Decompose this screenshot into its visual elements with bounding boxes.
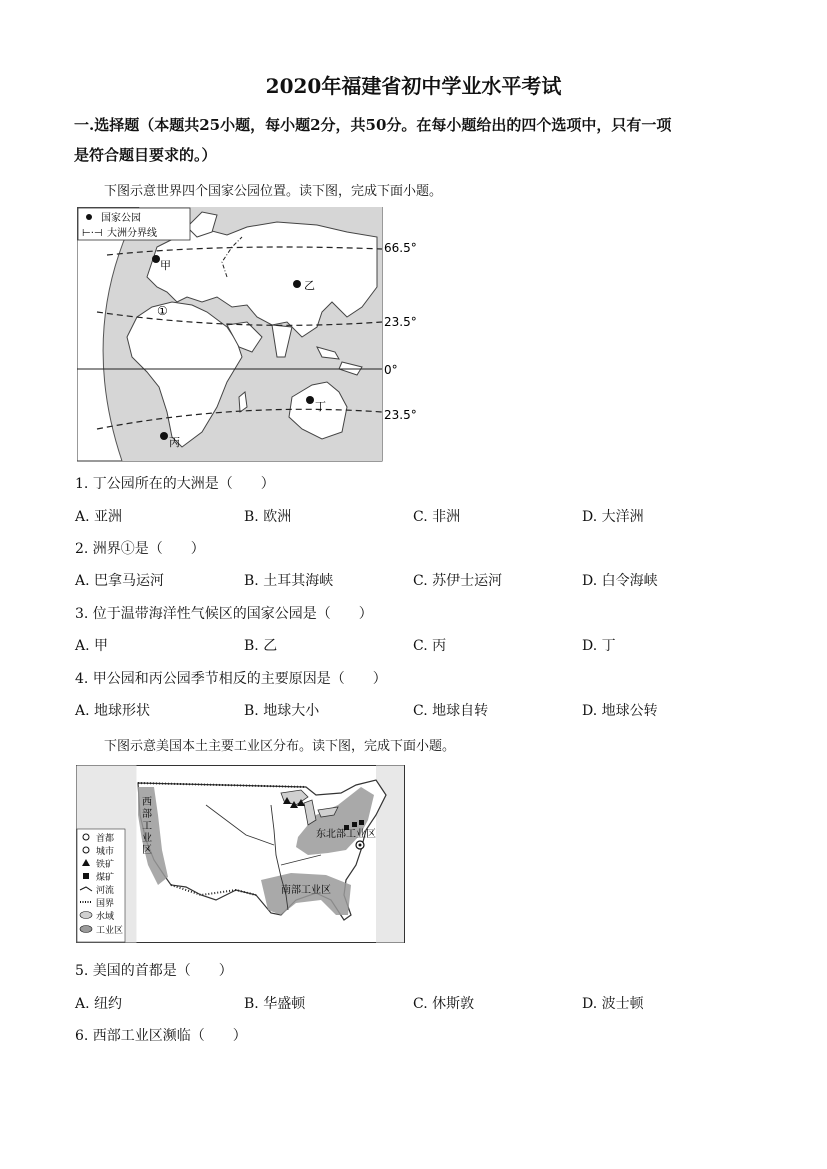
legend-city: 城市 — [96, 847, 115, 857]
q4-option-a[interactable]: A. 地球形状 — [75, 703, 151, 719]
lat-label-66: 66.5° — [384, 241, 417, 255]
intro-text-1: 下图示意世界四个国家公园位置。读下图，完成下面小题。 — [104, 184, 443, 199]
legend-capital: 首都 — [96, 834, 115, 844]
park-ding-marker — [306, 396, 314, 404]
west-zone-label-5: 区 — [142, 845, 152, 856]
lat-label-0: 0° — [384, 363, 398, 377]
q4-option-c[interactable]: C. 地球自转 — [413, 703, 489, 719]
question-1-stem: 1. 丁公园所在的大洲是（ ） — [75, 476, 275, 492]
world-map-figure — [77, 207, 447, 462]
lat-label-23n: 23.5° — [384, 315, 417, 329]
q3-option-a[interactable]: A. 甲 — [75, 638, 109, 654]
section-heading-line2: 是符合题目要求的。） — [74, 146, 217, 164]
question-5-stem: 5. 美国的首都是（ ） — [75, 963, 233, 979]
park-dot-icon — [86, 214, 92, 220]
map1-legend-boundary: 大洲分界线 — [107, 228, 157, 239]
coal-mine-marker — [352, 822, 357, 827]
park-jia-label: 甲 — [160, 259, 171, 272]
park-yi-marker — [293, 280, 301, 288]
west-zone-label-1: 西 — [142, 797, 152, 808]
section-heading — [74, 110, 764, 170]
q1-option-c[interactable]: C. 非洲 — [413, 509, 461, 525]
usa-map-figure — [76, 765, 406, 943]
coal-mine-marker — [359, 820, 364, 825]
map1-legend-park: 国家公园 — [101, 213, 141, 224]
water-icon — [80, 912, 92, 919]
section-heading-line1: 一.选择题（本题共25小题，每小题2分，共50分。在每小题给出的四个选项中，只有一项 — [74, 116, 672, 134]
legend-industrial: 工业区 — [96, 926, 124, 936]
legend-water: 水域 — [96, 912, 115, 922]
q3-option-d[interactable]: D. 丁 — [582, 638, 616, 654]
park-ding-label: 丁 — [315, 400, 326, 413]
question-4-stem: 4. 甲公园和丙公园季节相反的主要原因是（ ） — [75, 671, 387, 687]
park-bing-label: 丙 — [169, 436, 180, 449]
question-2-stem: 2. 洲界①是（ ） — [75, 541, 205, 557]
q1-option-b[interactable]: B. 欧洲 — [244, 509, 292, 525]
intro-text-2: 下图示意美国本土主要工业区分布。读下图，完成下面小题。 — [104, 739, 456, 754]
lat-label-23s: 23.5° — [384, 408, 417, 422]
west-zone-label-4: 业 — [142, 833, 152, 844]
world-map — [77, 207, 447, 462]
q2-option-a[interactable]: A. 巴拿马运河 — [75, 573, 165, 589]
industrial-zone-icon — [80, 926, 92, 933]
capital-icon — [83, 834, 89, 840]
q2-option-b[interactable]: B. 土耳其海峡 — [244, 573, 334, 589]
q4-option-b[interactable]: B. 地球大小 — [244, 703, 320, 719]
q2-option-d[interactable]: D. 白令海峡 — [582, 573, 658, 589]
coal-icon — [83, 873, 89, 879]
west-zone-label-3: 工 — [142, 821, 152, 832]
question-6-stem: 6. 西部工业区濒临（ ） — [75, 1028, 247, 1044]
q5-option-c[interactable]: C. 休斯敦 — [413, 996, 475, 1012]
q3-option-b[interactable]: B. 乙 — [244, 638, 278, 654]
legend-coal: 煤矿 — [96, 873, 115, 883]
q1-option-a[interactable]: A. 亚洲 — [75, 509, 123, 525]
question-3-stem: 3. 位于温带海洋性气候区的国家公园是（ ） — [75, 606, 373, 622]
city-icon — [83, 847, 89, 853]
q2-option-c[interactable]: C. 苏伊士运河 — [413, 573, 503, 589]
q1-option-d[interactable]: D. 大洋洲 — [582, 509, 644, 525]
west-zone-label-2: 部 — [142, 809, 152, 820]
usa-map — [76, 765, 406, 943]
park-bing-marker — [160, 432, 168, 440]
page-title: 2020年福建省初中学业水平考试 — [265, 74, 562, 98]
q5-option-a[interactable]: A. 纽约 — [75, 996, 123, 1012]
south-zone-label: 南部工业区 — [281, 885, 331, 896]
legend-border: 国界 — [96, 899, 115, 909]
park-yi-label: 乙 — [304, 279, 315, 292]
legend-river: 河流 — [96, 886, 115, 896]
q4-option-d[interactable]: D. 地球公转 — [582, 703, 658, 719]
park-jia-marker — [152, 255, 160, 263]
q5-option-b[interactable]: B. 华盛顿 — [244, 996, 306, 1012]
northeast-zone-label: 东北部工业区 — [316, 829, 376, 840]
q5-option-d[interactable]: D. 波士顿 — [582, 996, 644, 1012]
svg-text:⊢·⊣: ⊢·⊣ — [82, 228, 103, 239]
q3-option-c[interactable]: C. 丙 — [413, 638, 447, 654]
legend-iron: 铁矿 — [96, 860, 115, 870]
boundary-mark-1: ① — [157, 304, 168, 318]
